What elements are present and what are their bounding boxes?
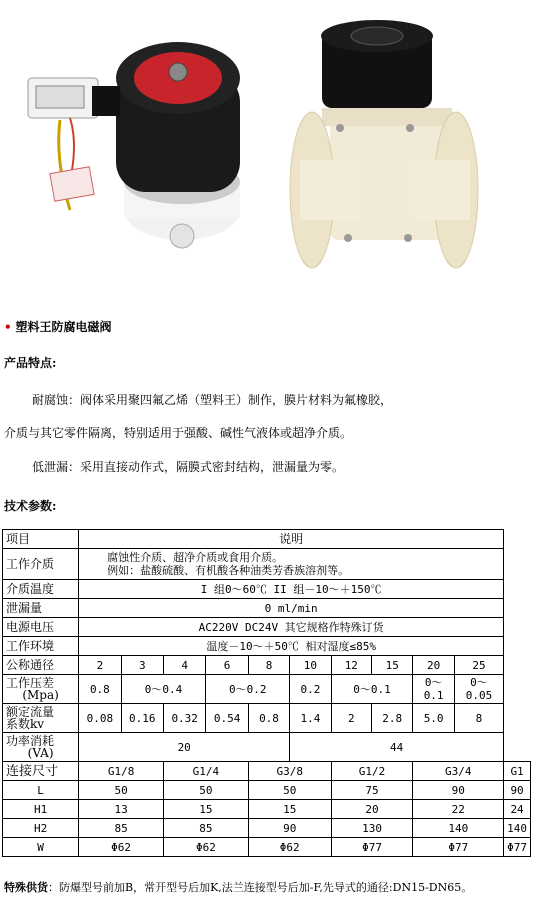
bullet-icon: •	[4, 320, 12, 334]
params-heading: 技术参数:	[4, 499, 57, 513]
spec-cell: 0.16	[121, 704, 163, 733]
special-supply-note: 特殊供货：防爆型号前加B，常开型号后加K,法兰连接型号后加-F,先导式的通径:DN15-DN65。	[4, 881, 473, 894]
spec-cell: 13	[79, 800, 164, 819]
flange-valve-photo	[290, 20, 478, 268]
spec-cell: 4	[163, 656, 205, 675]
spec-cell: Φ77	[331, 838, 413, 857]
spec-label: 公称通径	[3, 656, 79, 675]
spec-label: 工作压差 (Mpa)	[3, 675, 79, 704]
spec-label: W	[3, 838, 79, 857]
threaded-valve-photo	[28, 42, 240, 248]
table-row	[3, 637, 531, 656]
spec-cell: 15	[163, 800, 248, 819]
spec-cell: 0～ 0.1	[413, 675, 454, 704]
spec-label: 功率消耗 (VA)	[3, 733, 79, 762]
spec-cell: 22	[413, 800, 504, 819]
spec-cell: Φ77	[413, 838, 504, 857]
spec-cell: 0～0.1	[331, 675, 413, 704]
spec-cell: 8	[248, 656, 289, 675]
table-row	[3, 704, 531, 733]
spec-label: 工作环境	[3, 637, 79, 656]
spec-cell: 140	[504, 819, 531, 838]
spec-cell: 2.8	[372, 704, 413, 733]
table-row	[3, 838, 531, 857]
features-heading: 产品特点:	[4, 356, 57, 370]
spec-label: 泄漏量	[3, 599, 79, 618]
spec-cell: 5.0	[413, 704, 454, 733]
table-row	[3, 819, 531, 838]
spec-cell: 75	[331, 781, 413, 800]
feature-line: 低泄漏：采用直接动作式，隔膜式密封结构，泄漏量为零。	[32, 460, 345, 474]
spec-value: AC220V DC24V 其它规格作特殊订货	[79, 618, 504, 637]
spec-cell: 20	[79, 733, 290, 762]
spec-cell: 2	[331, 704, 371, 733]
spec-cell: G1/2	[331, 762, 413, 781]
spec-cell: Φ62	[163, 838, 248, 857]
spec-cell: G1/4	[163, 762, 248, 781]
spec-cell: 90	[248, 819, 331, 838]
spec-cell: 20	[331, 800, 413, 819]
table-row	[3, 530, 531, 549]
spec-cell: 90	[504, 781, 531, 800]
product-photos	[0, 0, 552, 285]
table-row	[3, 733, 531, 762]
table-row	[3, 580, 531, 599]
spec-cell: G1/8	[79, 762, 164, 781]
spec-cell: G3/8	[248, 762, 331, 781]
spec-cell: 0.8	[79, 675, 121, 704]
spec-cell: 0～ 0.05	[454, 675, 503, 704]
spec-cell: 10	[290, 656, 331, 675]
spec-cell: 50	[163, 781, 248, 800]
spec-cell: 0.32	[163, 704, 205, 733]
spec-cell: 24	[504, 800, 531, 819]
table-row	[3, 675, 531, 704]
feature-line: 介质与其它零件隔离，特别适用于强酸、碱性气液体或超净介质。	[4, 426, 353, 440]
table-row	[3, 618, 531, 637]
spec-cell: 15	[248, 800, 331, 819]
table-row	[3, 549, 531, 580]
spec-cell: 0.8	[248, 704, 289, 733]
spec-cell: 85	[163, 819, 248, 838]
spec-cell: 0.08	[79, 704, 121, 733]
spec-cell: 90	[413, 781, 504, 800]
table-row	[3, 656, 531, 675]
spec-cell: 44	[290, 733, 504, 762]
spec-cell: 6	[206, 656, 248, 675]
spec-cell: Φ62	[248, 838, 331, 857]
spec-label: 工作介质	[3, 549, 79, 580]
spec-cell: Φ62	[79, 838, 164, 857]
spec-label: 额定流量 系数kv	[3, 704, 79, 733]
spec-cell: 0.54	[206, 704, 248, 733]
spec-value: 温度－10～＋50℃ 相对湿度≤85%	[79, 637, 504, 656]
spec-cell: 0～0.4	[121, 675, 206, 704]
feature-line: 耐腐蚀：阀体采用聚四氟乙烯（塑料王）制作，膜片材料为氟橡胶，	[32, 393, 393, 407]
spec-label: H1	[3, 800, 79, 819]
spec-cell: 140	[413, 819, 504, 838]
spec-value: I 组0～60℃ II 组－10～＋150℃	[79, 580, 504, 599]
spec-cell: 20	[413, 656, 454, 675]
product-title: • 塑料王防腐电磁阀	[4, 320, 112, 334]
spec-value: 0 ml/min	[79, 599, 504, 618]
spec-label: L	[3, 781, 79, 800]
spec-value: 腐蚀性介质、超净介质或食用介质。 例如：盐酸硫酸、有机酸各种油类芳香族溶剂等。	[79, 549, 504, 580]
spec-cell: 130	[331, 819, 413, 838]
table-row	[3, 762, 531, 781]
spec-value: 说明	[79, 530, 504, 549]
table-row	[3, 781, 531, 800]
spec-cell: Φ77	[504, 838, 531, 857]
spec-cell: 0～0.2	[206, 675, 290, 704]
spec-cell: 85	[79, 819, 164, 838]
spec-cell: 15	[372, 656, 413, 675]
spec-cell: 3	[121, 656, 163, 675]
spec-label: H2	[3, 819, 79, 838]
spec-cell: 50	[79, 781, 164, 800]
spec-label: 介质温度	[3, 580, 79, 599]
table-row	[3, 800, 531, 819]
spec-label: 电源电压	[3, 618, 79, 637]
spec-cell: 1.4	[290, 704, 331, 733]
spec-cell: 12	[331, 656, 371, 675]
spec-table	[2, 529, 531, 857]
spec-cell: 25	[454, 656, 503, 675]
spec-cell: 50	[248, 781, 331, 800]
spec-label: 项目	[3, 530, 79, 549]
spec-cell: 0.2	[290, 675, 331, 704]
spec-label: 连接尺寸	[3, 762, 79, 781]
spec-cell: 8	[454, 704, 503, 733]
spec-cell: G1	[504, 762, 531, 781]
spec-cell: G3/4	[413, 762, 504, 781]
table-row	[3, 599, 531, 618]
spec-cell: 2	[79, 656, 121, 675]
